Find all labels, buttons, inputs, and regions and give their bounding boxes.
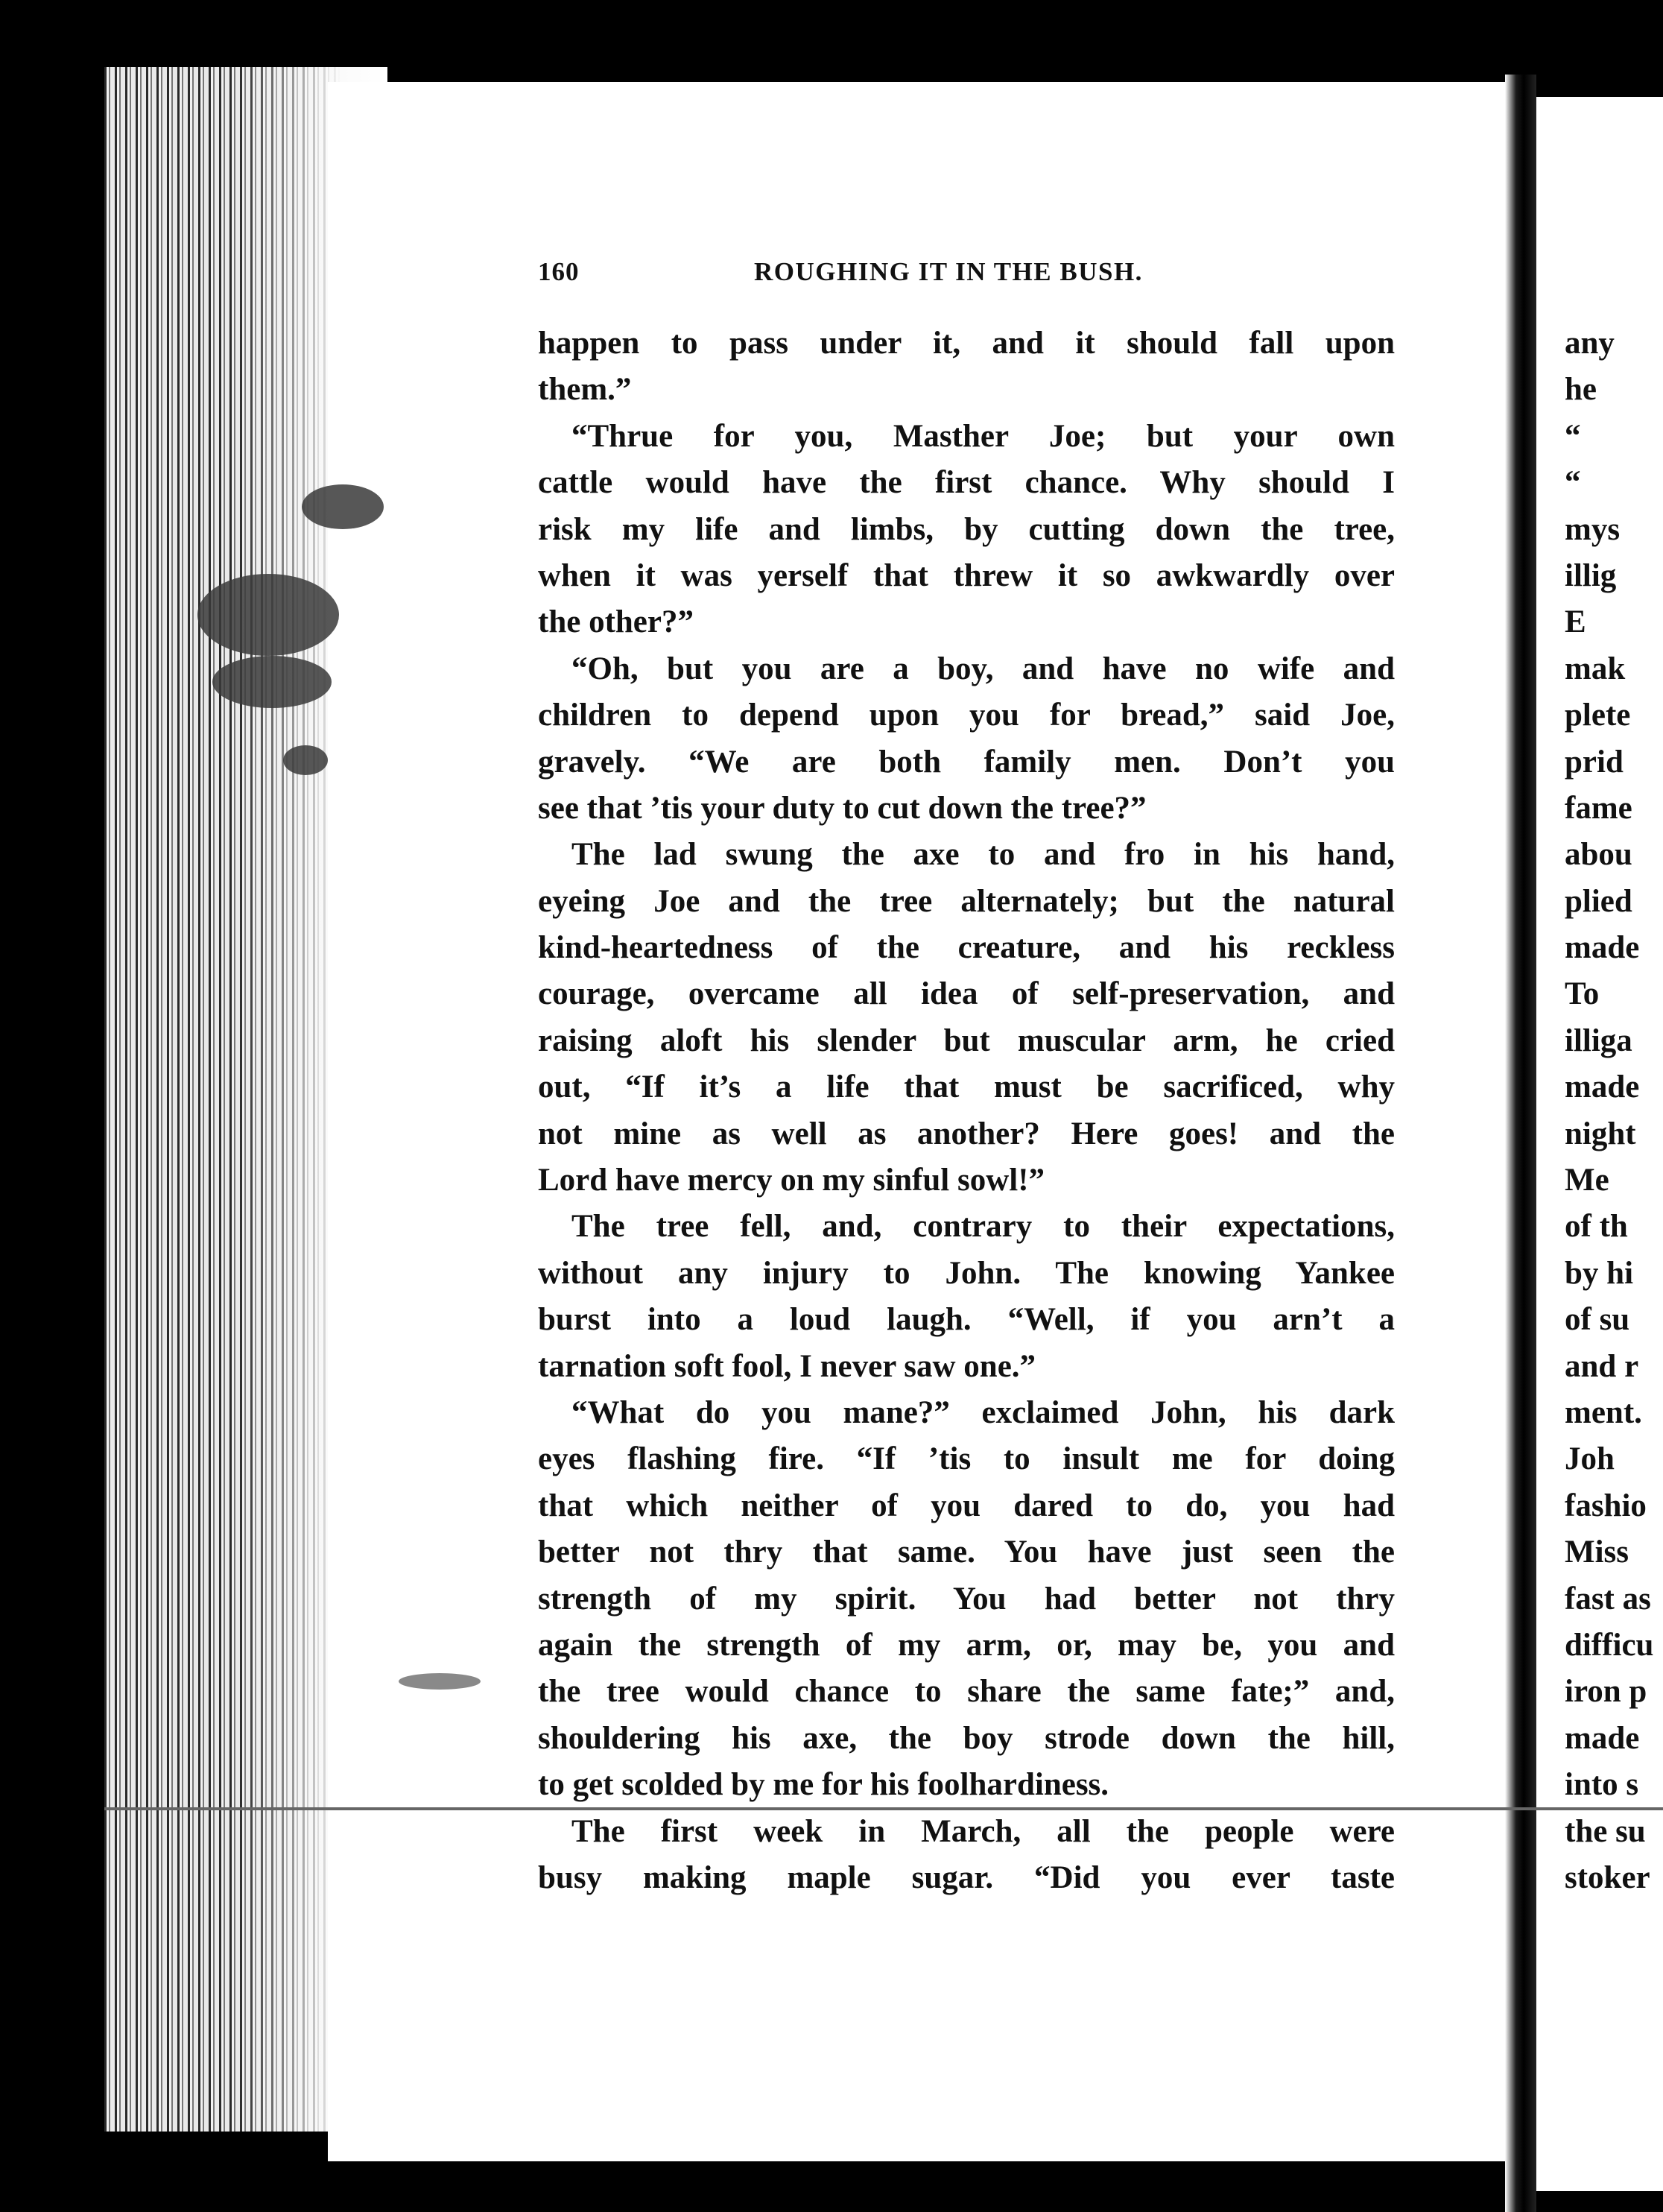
ink-smudge — [212, 656, 332, 708]
text-line: cattle would have the first chance. Why should I — [538, 465, 1395, 501]
fragment-line: prid — [1565, 744, 1624, 780]
fragment-line: made — [1565, 1720, 1640, 1756]
text-line: “Thrue for you, Masther Joe; but your own — [571, 418, 1395, 454]
text-line: kind-heartedness of the creature, and his reckless — [538, 930, 1395, 966]
text-line: out, “If it’s a life that must be sacrificed, why — [538, 1069, 1395, 1105]
text-line: The tree fell, and, contrary to their expectations, — [571, 1209, 1395, 1245]
ink-smudge — [197, 574, 339, 656]
text-line: The lad swung the axe to and fro in his hand, — [571, 837, 1395, 873]
fragment-line: fast as — [1565, 1581, 1651, 1617]
fragment-line: the su — [1565, 1813, 1646, 1849]
fragment-line: any — [1565, 326, 1615, 361]
text-line: eyes flashing fire. “If ’tis to insult me for doing — [538, 1441, 1395, 1477]
fragment-line: fame — [1565, 790, 1632, 826]
fragment-line: plete — [1565, 698, 1631, 733]
body-text — [538, 320, 1395, 1901]
fragment-line: plied — [1565, 883, 1632, 919]
fragment-line: iron p — [1565, 1674, 1647, 1710]
text-line: shouldering his axe, the boy strode down the hill, — [538, 1720, 1395, 1756]
text-line: to get scolded by me for his foolhardiness. — [538, 1767, 1109, 1803]
fragment-line: “ — [1565, 465, 1581, 501]
fragment-line: by hi — [1565, 1255, 1634, 1291]
fragment-line: of su — [1565, 1302, 1630, 1338]
fragment-line: E — [1565, 604, 1586, 640]
text-line: when it was yerself that threw it so awkwardly over — [538, 557, 1395, 593]
fragment-line: stoker — [1565, 1859, 1650, 1895]
text-line: the tree would chance to share the same fate;” and, — [538, 1674, 1395, 1710]
text-line: again the strength of my arm, or, may be, you and — [538, 1627, 1395, 1663]
text-line: happen to pass under it, and it should fall upon — [538, 326, 1395, 361]
fragment-line: Me — [1565, 1163, 1609, 1198]
fragment-line: “ — [1565, 418, 1581, 454]
text-line: them.” — [538, 372, 632, 408]
fragment-line: made — [1565, 930, 1640, 966]
running-head: ROUGHING IT IN THE BUSH. — [754, 257, 1143, 286]
text-line: see that ’tis your duty to cut down the tree?” — [538, 790, 1147, 826]
fragment-line: night — [1565, 1116, 1636, 1151]
fragment-line: difficu — [1565, 1627, 1654, 1663]
text-line: “What do you mane?” exclaimed John, his dark — [571, 1394, 1395, 1430]
text-line: eyeing Joe and the tree alternately; but the natural — [538, 883, 1395, 919]
fragment-line: of th — [1565, 1209, 1628, 1245]
text-line: tarnation soft fool, I never saw one.” — [538, 1348, 1036, 1384]
fragment-line: mak — [1565, 651, 1626, 686]
page-number: 160 — [538, 257, 580, 286]
fragment-line: illiga — [1565, 1023, 1632, 1058]
fragment-line: Miss — [1565, 1535, 1629, 1570]
text-line: raising aloft his slender but muscular arm, he cried — [538, 1023, 1395, 1058]
text-line: The first week in March, all the people were — [571, 1813, 1395, 1849]
facing-page-text — [1565, 320, 1663, 1901]
fragment-line: he — [1565, 372, 1597, 408]
text-line: that which neither of you dared to do, you had — [538, 1488, 1395, 1523]
fragment-line: made — [1565, 1069, 1640, 1105]
fragment-line: into s — [1565, 1767, 1639, 1803]
text-line: burst into a loud laugh. “Well, if you arn’t a — [538, 1302, 1395, 1338]
text-line: risk my life and limbs, by cutting down the tree, — [538, 511, 1395, 547]
text-line: not mine as well as another? Here goes! and the — [538, 1116, 1395, 1151]
text-line: busy making maple sugar. “Did you ever taste — [538, 1859, 1395, 1895]
page-header — [538, 257, 1395, 294]
fragment-line: abou — [1565, 837, 1632, 873]
text-line: without any injury to John. The knowing Yankee — [538, 1255, 1395, 1291]
fragment-line: mys — [1565, 511, 1621, 547]
fragment-line: To — [1565, 976, 1600, 1012]
fragment-line: fashio — [1565, 1488, 1647, 1523]
text-line: children to depend upon you for bread,” said Joe, — [538, 698, 1395, 733]
text-line: courage, overcame all idea of self-preservation, and — [538, 976, 1395, 1012]
text-line: “Oh, but you are a boy, and have no wife and — [571, 651, 1395, 686]
text-line: Lord have mercy on my sinful sowl!” — [538, 1163, 1045, 1198]
text-line: strength of my spirit. You had better not thry — [538, 1581, 1395, 1617]
ink-smudge — [283, 745, 328, 775]
ink-smudge — [302, 484, 384, 529]
fragment-line: ment. — [1565, 1394, 1642, 1430]
fragment-line: Joh — [1565, 1441, 1615, 1477]
ink-smudge — [399, 1673, 481, 1690]
text-line: the other?” — [538, 604, 694, 640]
book-gutter — [1505, 75, 1536, 2212]
text-line: gravely. “We are both family men. Don’t you — [538, 744, 1395, 780]
fragment-line: and r — [1565, 1348, 1639, 1384]
fragment-line: illig — [1565, 557, 1617, 593]
text-line: better not thry that same. You have just seen the — [538, 1535, 1395, 1570]
